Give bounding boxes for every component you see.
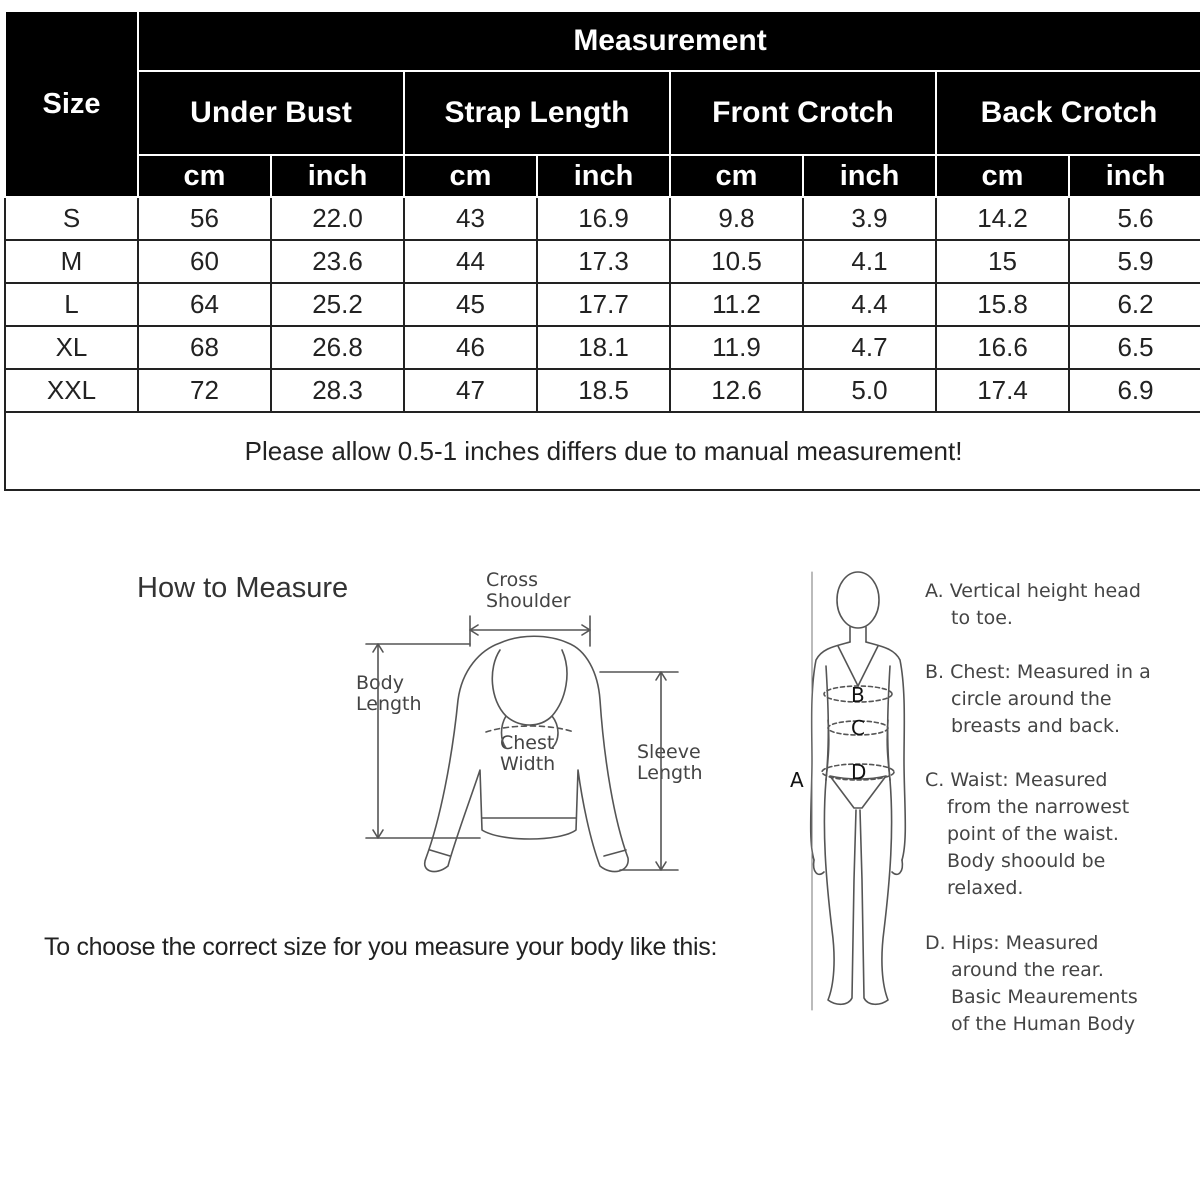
cross-shoulder-label: Cross Shoulder [486,569,571,612]
unit-header: cm [404,155,537,197]
unit-header: cm [936,155,1069,197]
value-cell: 26.8 [271,326,404,369]
unit-header: inch [803,155,936,197]
value-cell: 60 [138,240,271,283]
value-cell: 18.1 [537,326,670,369]
value-cell: 5.6 [1069,197,1200,240]
value-cell: 43 [404,197,537,240]
value-cell: 6.5 [1069,326,1200,369]
value-cell: 23.6 [271,240,404,283]
value-cell: 56 [138,197,271,240]
value-cell: 72 [138,369,271,412]
value-cell: 3.9 [803,197,936,240]
value-cell: 22.0 [271,197,404,240]
value-cell: 46 [404,326,537,369]
instruction-text: To choose the correct size for you measure your body like this: [44,933,718,961]
size-header: Size [5,11,138,197]
size-cell: M [5,240,138,283]
how-to-measure-title: How to Measure [137,572,349,604]
chest-width-label: Chest Width [500,732,556,775]
value-cell: 25.2 [271,283,404,326]
size-cell: S [5,197,138,240]
unit-header: inch [271,155,404,197]
value-cell: 5.9 [1069,240,1200,283]
note-d: D. Hips: Measured around the rear. Basic Meaurements of the Human Body [925,932,1138,1035]
value-cell: 16.6 [936,326,1069,369]
sleeve-length-label: Sleeve Length [637,741,703,784]
body-length-label: Body Length [356,672,422,715]
unit-header: inch [537,155,670,197]
value-cell: 44 [404,240,537,283]
value-cell: 17.3 [537,240,670,283]
value-cell: 12.6 [670,369,803,412]
size-cell: XL [5,326,138,369]
note-a: A. Vertical height head to toe. [925,580,1141,629]
value-cell: 64 [138,283,271,326]
value-cell: 28.3 [271,369,404,412]
value-cell: 15.8 [936,283,1069,326]
value-cell: 17.7 [537,283,670,326]
value-cell: 14.2 [936,197,1069,240]
value-cell: 11.2 [670,283,803,326]
value-cell: 10.5 [670,240,803,283]
body-label-d: D [851,760,867,784]
unit-header: inch [1069,155,1200,197]
note-b: B. Chest: Measured in a circle around the breasts and back. [925,661,1151,737]
value-cell: 5.0 [803,369,936,412]
value-cell: 16.9 [537,197,670,240]
size-cell: L [5,283,138,326]
value-cell: 45 [404,283,537,326]
group-header-under-bust: Under Bust [138,71,404,155]
body-label-b: B [851,683,865,707]
measurement-header: Measurement [138,11,1200,71]
group-header-back-crotch: Back Crotch [936,71,1200,155]
group-header-front-crotch: Front Crotch [670,71,936,155]
measurement-note: Please allow 0.5-1 inches differs due to manual measurement! [5,412,1200,490]
value-cell: 15 [936,240,1069,283]
value-cell: 6.9 [1069,369,1200,412]
value-cell: 4.7 [803,326,936,369]
size-cell: XXL [5,369,138,412]
unit-header: cm [670,155,803,197]
body-label-a: A [790,768,804,792]
note-c: C. Waist: Measured from the narrowest point of the waist. Body shoould be relaxed. [925,769,1130,899]
value-cell: 18.5 [537,369,670,412]
value-cell: 6.2 [1069,283,1200,326]
value-cell: 17.4 [936,369,1069,412]
unit-header: cm [138,155,271,197]
value-cell: 47 [404,369,537,412]
value-cell: 4.1 [803,240,936,283]
body-label-c: C [851,716,865,740]
value-cell: 68 [138,326,271,369]
value-cell: 4.4 [803,283,936,326]
value-cell: 9.8 [670,197,803,240]
value-cell: 11.9 [670,326,803,369]
group-header-strap-length: Strap Length [404,71,670,155]
